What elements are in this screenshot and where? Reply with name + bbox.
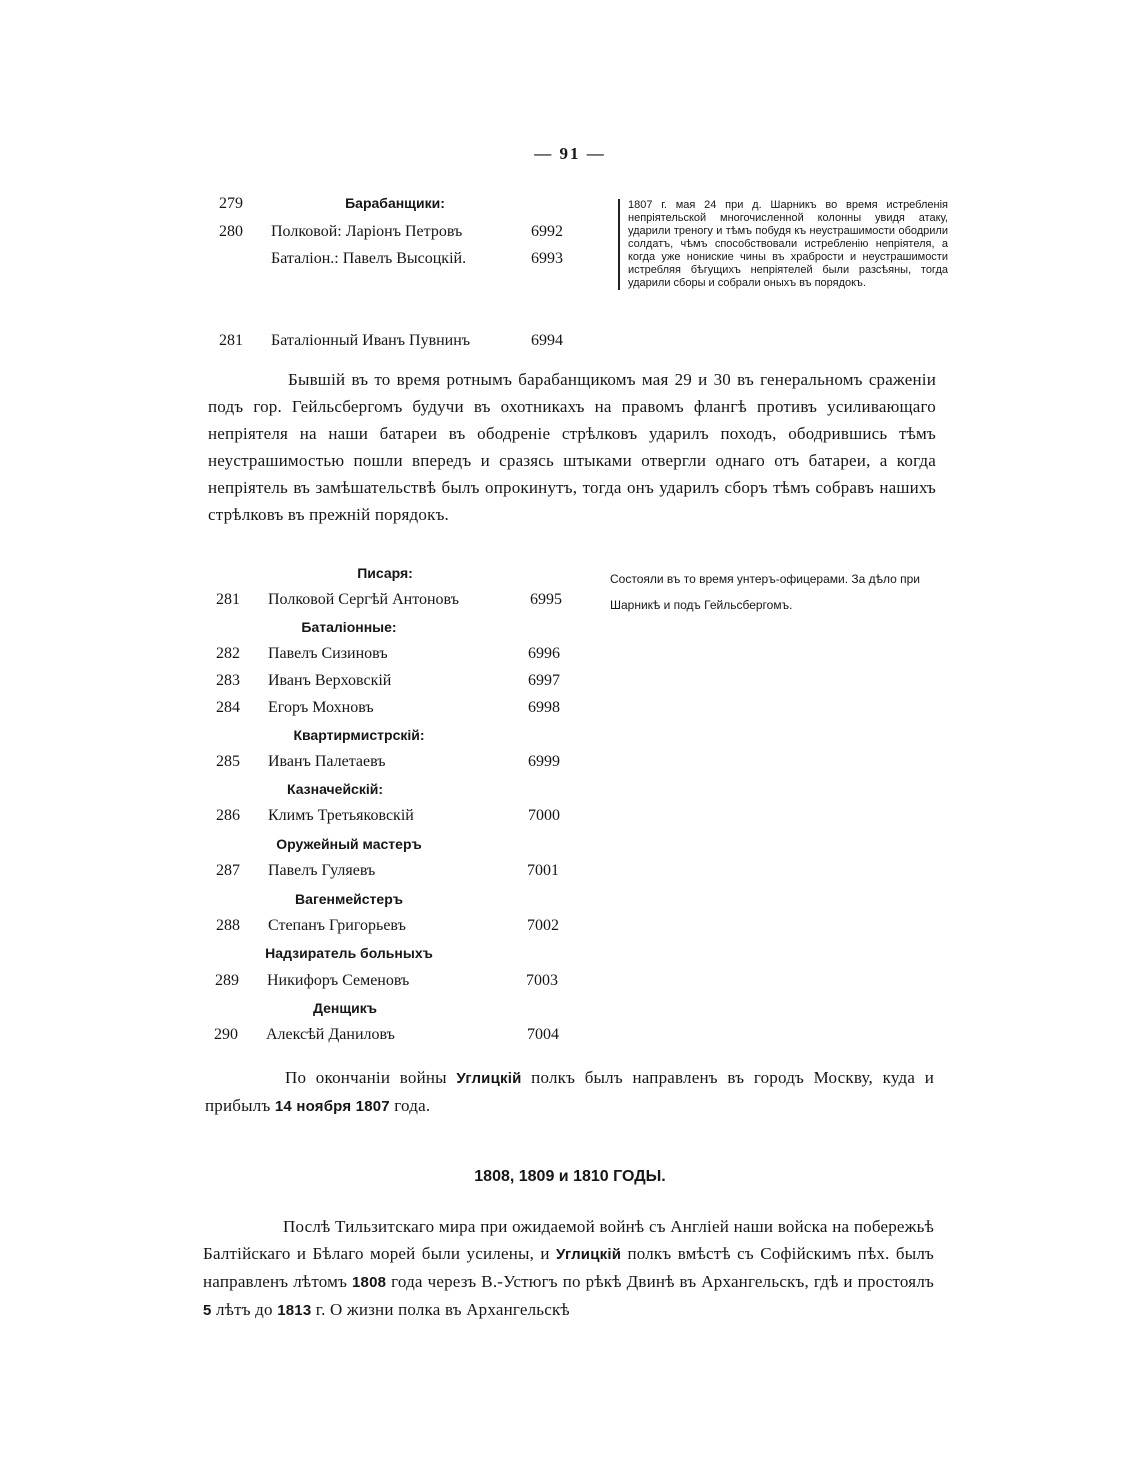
entry-id: 6997 — [528, 672, 560, 689]
drummers-side-note: 1807 г. мая 24 при д. Шарникъ во время истребленія непріятельской многочисленной колонны увидя атаку, ударили треногу и тѣмъ побудя къ неустрашимости ободрили солдатъ, чѣмъ способствовали истребленію непріятеля, а когда уже нониские чины въ храбрости и неустрашимости истребляя бѣгущихъ непріятелей были разсѣяны, тогда ударили сборы и собрали оныхъ въ порядокъ. — [618, 199, 948, 290]
entry-number: 285 — [216, 753, 240, 770]
entry-id: 7004 — [527, 1026, 559, 1043]
entry-name: Иванъ Верховскій — [268, 672, 392, 689]
section-subheading: Квартирмистрскій: — [293, 727, 425, 743]
entry-number: 288 — [216, 917, 240, 934]
entry-number: 286 — [216, 807, 240, 824]
entry-id: 6996 — [528, 645, 560, 662]
entry-name: Никифоръ Семеновъ — [267, 972, 410, 989]
entry-id: 6998 — [528, 699, 560, 716]
paragraph-arkhangelsk: Послѣ Тильзитскаго мира при ожидаемой войнѣ съ Англіей наши войска на побережьѣ Балтійскаго и Бѣлаго морей были усилены, и Углицкій полкъ вмѣстѣ съ Софійскимъ пѣх. былъ направленъ лѣтомъ 1808 года черезъ В.-Устюгъ по рѣкѣ Двинѣ въ Архангельскъ, гдѣ и простоялъ 5 лѣтъ до 1813 г. О жизни полка въ Архангельскѣ — [203, 1217, 934, 1319]
section-subheading: Оружейный мастеръ — [276, 836, 422, 852]
entry-name: Полковой Сергѣй Антоновъ — [268, 591, 459, 608]
entry-id: 7000 — [528, 807, 560, 824]
paragraph-heilsberg: Бывшій въ то время ротнымъ барабанщикомъ мая 29 и 30 въ генеральномъ сраженіи подъ гор. Гейльсбергомъ будучи въ охотникахъ на правомъ флангѣ противъ усиливающаго непріятеля на наши батареи въ ободреніе стрѣлковъ ударилъ походъ, ободрившись тѣмъ неустрашимостью пошли впередъ и сразясь штыками отвергли однаго отъ батареи, а когда непріятель въ замѣшательствѣ былъ опрокинутъ, тогда онъ ударилъ сборъ тѣмъ собравъ нашихъ стрѣлковъ въ прежній порядокъ. — [208, 370, 936, 524]
entry-name: Павелъ Сизиновъ — [268, 645, 388, 662]
section-subheading: Надзиратель больныхъ — [265, 945, 433, 961]
section-subheading: Вагенмейстеръ — [295, 891, 403, 907]
entry-name: Баталіонный Иванъ Пувнинъ — [271, 332, 471, 349]
section-heading-1808-1810: 1808, 1809 и 1810 ГОДЫ. — [474, 1168, 666, 1185]
entry-id: 6993 — [531, 250, 563, 267]
entry-number: 281 — [219, 332, 243, 349]
entry-name: Полковой: Ларіонъ Петровъ — [271, 223, 463, 240]
entry-id: 7001 — [527, 862, 559, 879]
section-subheading: Казначейскій: — [287, 781, 383, 797]
entry-name: Баталіон.: Павелъ Высоцкій. — [271, 250, 467, 267]
entry-number: 282 — [216, 645, 240, 662]
entry-number: 284 — [216, 699, 240, 716]
entry-id: 6999 — [528, 753, 560, 770]
entry-id: 6995 — [530, 591, 562, 608]
section-subheading: Денщикъ — [312, 1000, 378, 1016]
page-number: — 91 — — [534, 144, 606, 163]
entry-number: 287 — [216, 862, 240, 879]
entry-name: Егоръ Мохновъ — [268, 699, 374, 716]
drummers-heading: Барабанщики: — [345, 195, 445, 211]
entry-id: 7002 — [527, 917, 559, 934]
entry-number: 280 — [219, 223, 243, 240]
entry-id: 6994 — [531, 332, 563, 349]
paragraph-moscow: По окончаніи войны Углицкій полкъ былъ направленъ въ городъ Москву, куда и прибылъ 14 ноября 1807 года. — [205, 1068, 934, 1115]
entry-name: Павелъ Гуляевъ — [268, 862, 376, 879]
entry-name: Климъ Третьяковскій — [268, 807, 414, 824]
clerks-side-note: Состояли въ то время унтеръ-офицерами. За дѣло при Шарникѣ и подъ Гейльсбергомъ. — [610, 572, 920, 612]
entry-number: 283 — [216, 672, 240, 689]
entry-name: Степанъ Григорьевъ — [268, 917, 406, 934]
entry-number: 289 — [215, 972, 239, 989]
entry-number: 281 — [216, 591, 240, 608]
entry-id: 6992 — [531, 223, 563, 240]
entry-number: 290 — [214, 1026, 238, 1043]
clerks-heading: Писаря: — [357, 565, 413, 581]
entry-name: Иванъ Палетаевъ — [268, 753, 386, 770]
entry-id: 7003 — [526, 972, 558, 989]
section-subheading: Баталіонные: — [301, 619, 397, 635]
entry-number: 279 — [219, 195, 243, 212]
entry-name: Алексѣй Даниловъ — [266, 1026, 395, 1043]
